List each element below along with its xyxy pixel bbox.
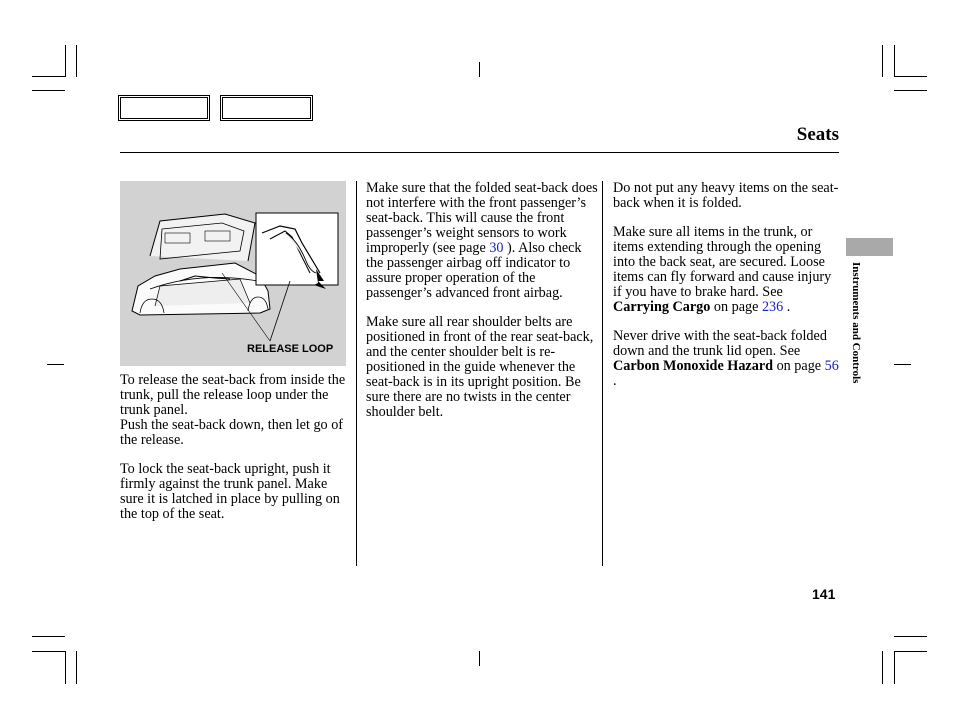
page-link-236[interactable]: 236 [761,299,784,315]
section-tab-marker [846,238,893,256]
column-2 [366,181,598,434]
col1-paragraph-2: Push the seat-back down, then let go of the release. [120,417,344,448]
release-loop-label: RELEASE LOOP [247,343,334,355]
column-3 [613,181,841,403]
col3-paragraph-2: Make sure all items in the trunk, or items extending through the opening into the back seat, are secured. Loose items can fly forward and cause injury if you have to brake hard. See Carrying Cargo on page 236 . [613,224,832,315]
column-1 [120,373,350,536]
carbon-monoxide-ref: Carbon Monoxide Hazard [613,358,774,374]
trunk-release-loop-drawing [120,181,346,366]
title-rule [120,152,839,153]
col1-paragraph-1: To release the seat-back from inside the trunk, pull the release loop under the trunk panel. [120,372,346,418]
col1-paragraph-3: To lock the seat-back upright, push it firmly against the trunk panel. Make sure it is latched in place by pulling on the top of the seat. [120,461,340,522]
page-number: 141 [812,586,836,602]
page-link-30[interactable]: 30 [489,240,504,256]
col2-paragraph-1: Make sure that the folded seat-back does not interfere with the front passenger’s seat-back. This will cause the front passenger’s weight sensors to work improperly (see page 30 ). Also check the passenger airbag off indicator to assure proper operation of the passenger’s advanced front airbag. [366,180,598,301]
page-link-56[interactable]: 56 [824,358,839,374]
section-tab-label: Instruments and Controls [850,262,862,384]
col2-paragraph-2: Make sure all rear shoulder belts are positioned in front of the rear seat-back, and the center shoulder belt is re-positioned in the guide whenever the seat-back is in its upright position. Be sure there are no twists in the center shoulder belt. [366,314,594,420]
nav-box-main-menu[interactable] [118,95,210,121]
col3-paragraph-1: Do not put any heavy items on the seat-back when it is folded. [613,180,839,211]
trunk-illustration [120,181,346,366]
column-divider-2 [602,181,603,566]
page-title: Seats [796,124,839,145]
col3-paragraph-3: Never drive with the seat-back folded down and the trunk lid open. See Carbon Monoxide Hazard on page 56 . [613,328,839,389]
carrying-cargo-ref: Carrying Cargo [613,299,711,315]
nav-box-table-of-contents[interactable] [220,95,313,121]
column-divider-1 [356,181,357,566]
